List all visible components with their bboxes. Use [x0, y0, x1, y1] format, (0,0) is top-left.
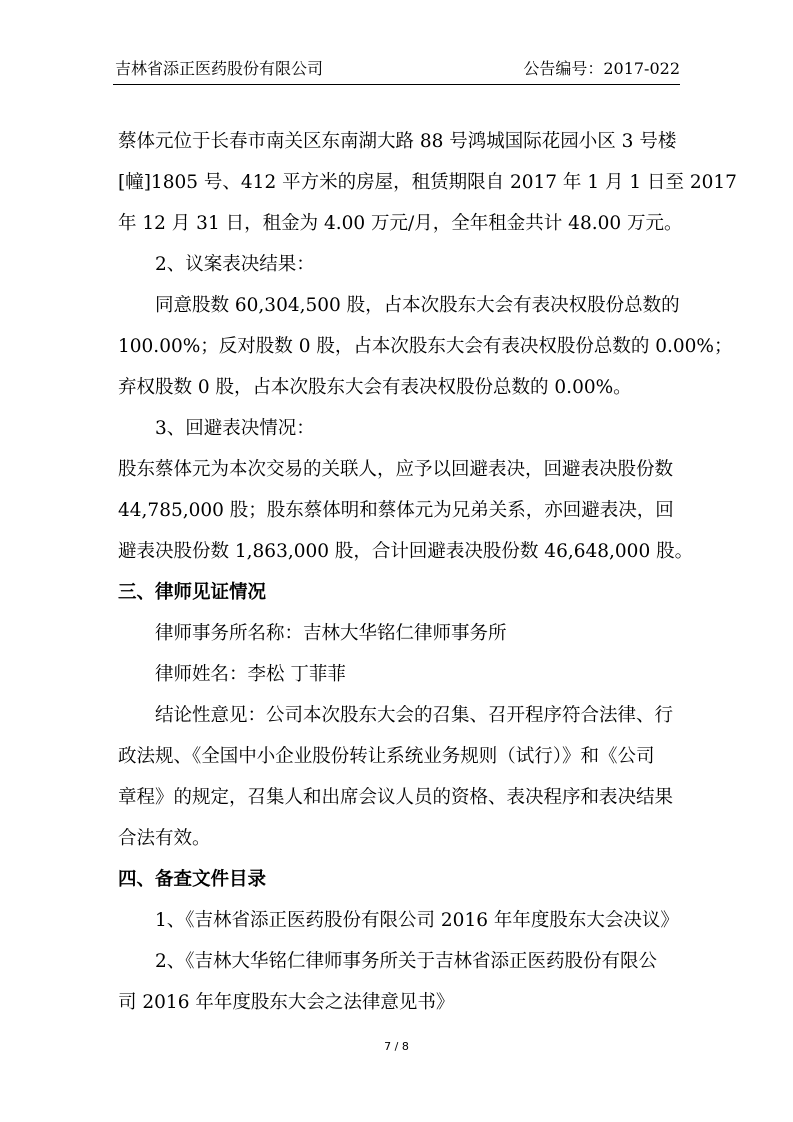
body-line: 同意股数 60,304,500 股，占本次股东大会有表决权股份总数的	[155, 295, 680, 316]
header-announcement-number: 公告编号：2017-022	[523, 59, 680, 78]
subsection-heading: 2、议案表决结果：	[155, 254, 315, 275]
body-line: 政法规、《全国中小企业股份转让系统业务规则（试行）》和《公司	[118, 746, 655, 767]
body-line: 结论性意见：公司本次股东大会的召集、召开程序符合法律、行	[155, 705, 674, 726]
body-line: 律师姓名：李松 丁菲菲	[155, 664, 346, 685]
body-line: 股东蔡体元为本次交易的关联人，应予以回避表决，回避表决股份数	[118, 459, 674, 480]
list-item: 2、《吉林大华铭仁律师事务所关于吉林省添正医药股份有限公	[155, 951, 658, 972]
header-company-name: 吉林省添正医药股份有限公司	[115, 59, 324, 78]
body-line: 年 12 月 31 日，租金为 4.00 万元/月，全年租金共计 48.00 万元。	[118, 213, 683, 234]
body-line: 100.00%；反对股数 0 股，占本次股东大会有表决权股份总数的 0.00%；	[118, 336, 733, 357]
body-line: 避表决股份数 1,863,000 股，合计回避表决股份数 46,648,000 股。	[118, 541, 694, 562]
body-line: 蔡体元位于长春市南关区东南湖大路 88 号鸿城国际花园小区 3 号楼	[118, 131, 677, 152]
body-line: 律师事务所名称：吉林大华铭仁律师事务所	[155, 623, 507, 644]
body-line: 弃权股数 0 股，占本次股东大会有表决权股份总数的 0.00%。	[118, 377, 632, 398]
body-line: 章程》的规定，召集人和出席会议人员的资格、表决程序和表决结果	[118, 787, 674, 808]
body-line: 44,785,000 股；股东蔡体明和蔡体元为兄弟关系，亦回避表决，回	[118, 500, 674, 521]
page-number: 7 / 8	[384, 1040, 409, 1053]
body-line: [幢]1805 号、412 平方米的房屋，租赁期限自 2017 年 1 月 1 日至 2017	[118, 172, 737, 193]
list-item-continuation: 司 2016 年年度股东大会之法律意见书》	[118, 992, 455, 1013]
document-body	[118, 121, 737, 1023]
subsection-heading: 3、回避表决情况：	[155, 418, 315, 439]
section-heading: 四、备查文件目录	[118, 869, 267, 890]
section-heading: 三、律师见证情况	[118, 582, 267, 603]
body-line: 合法有效。	[118, 828, 211, 849]
list-item: 1、《吉林省添正医药股份有限公司 2016 年年度股东大会决议》	[155, 910, 679, 931]
page-header	[113, 54, 680, 85]
